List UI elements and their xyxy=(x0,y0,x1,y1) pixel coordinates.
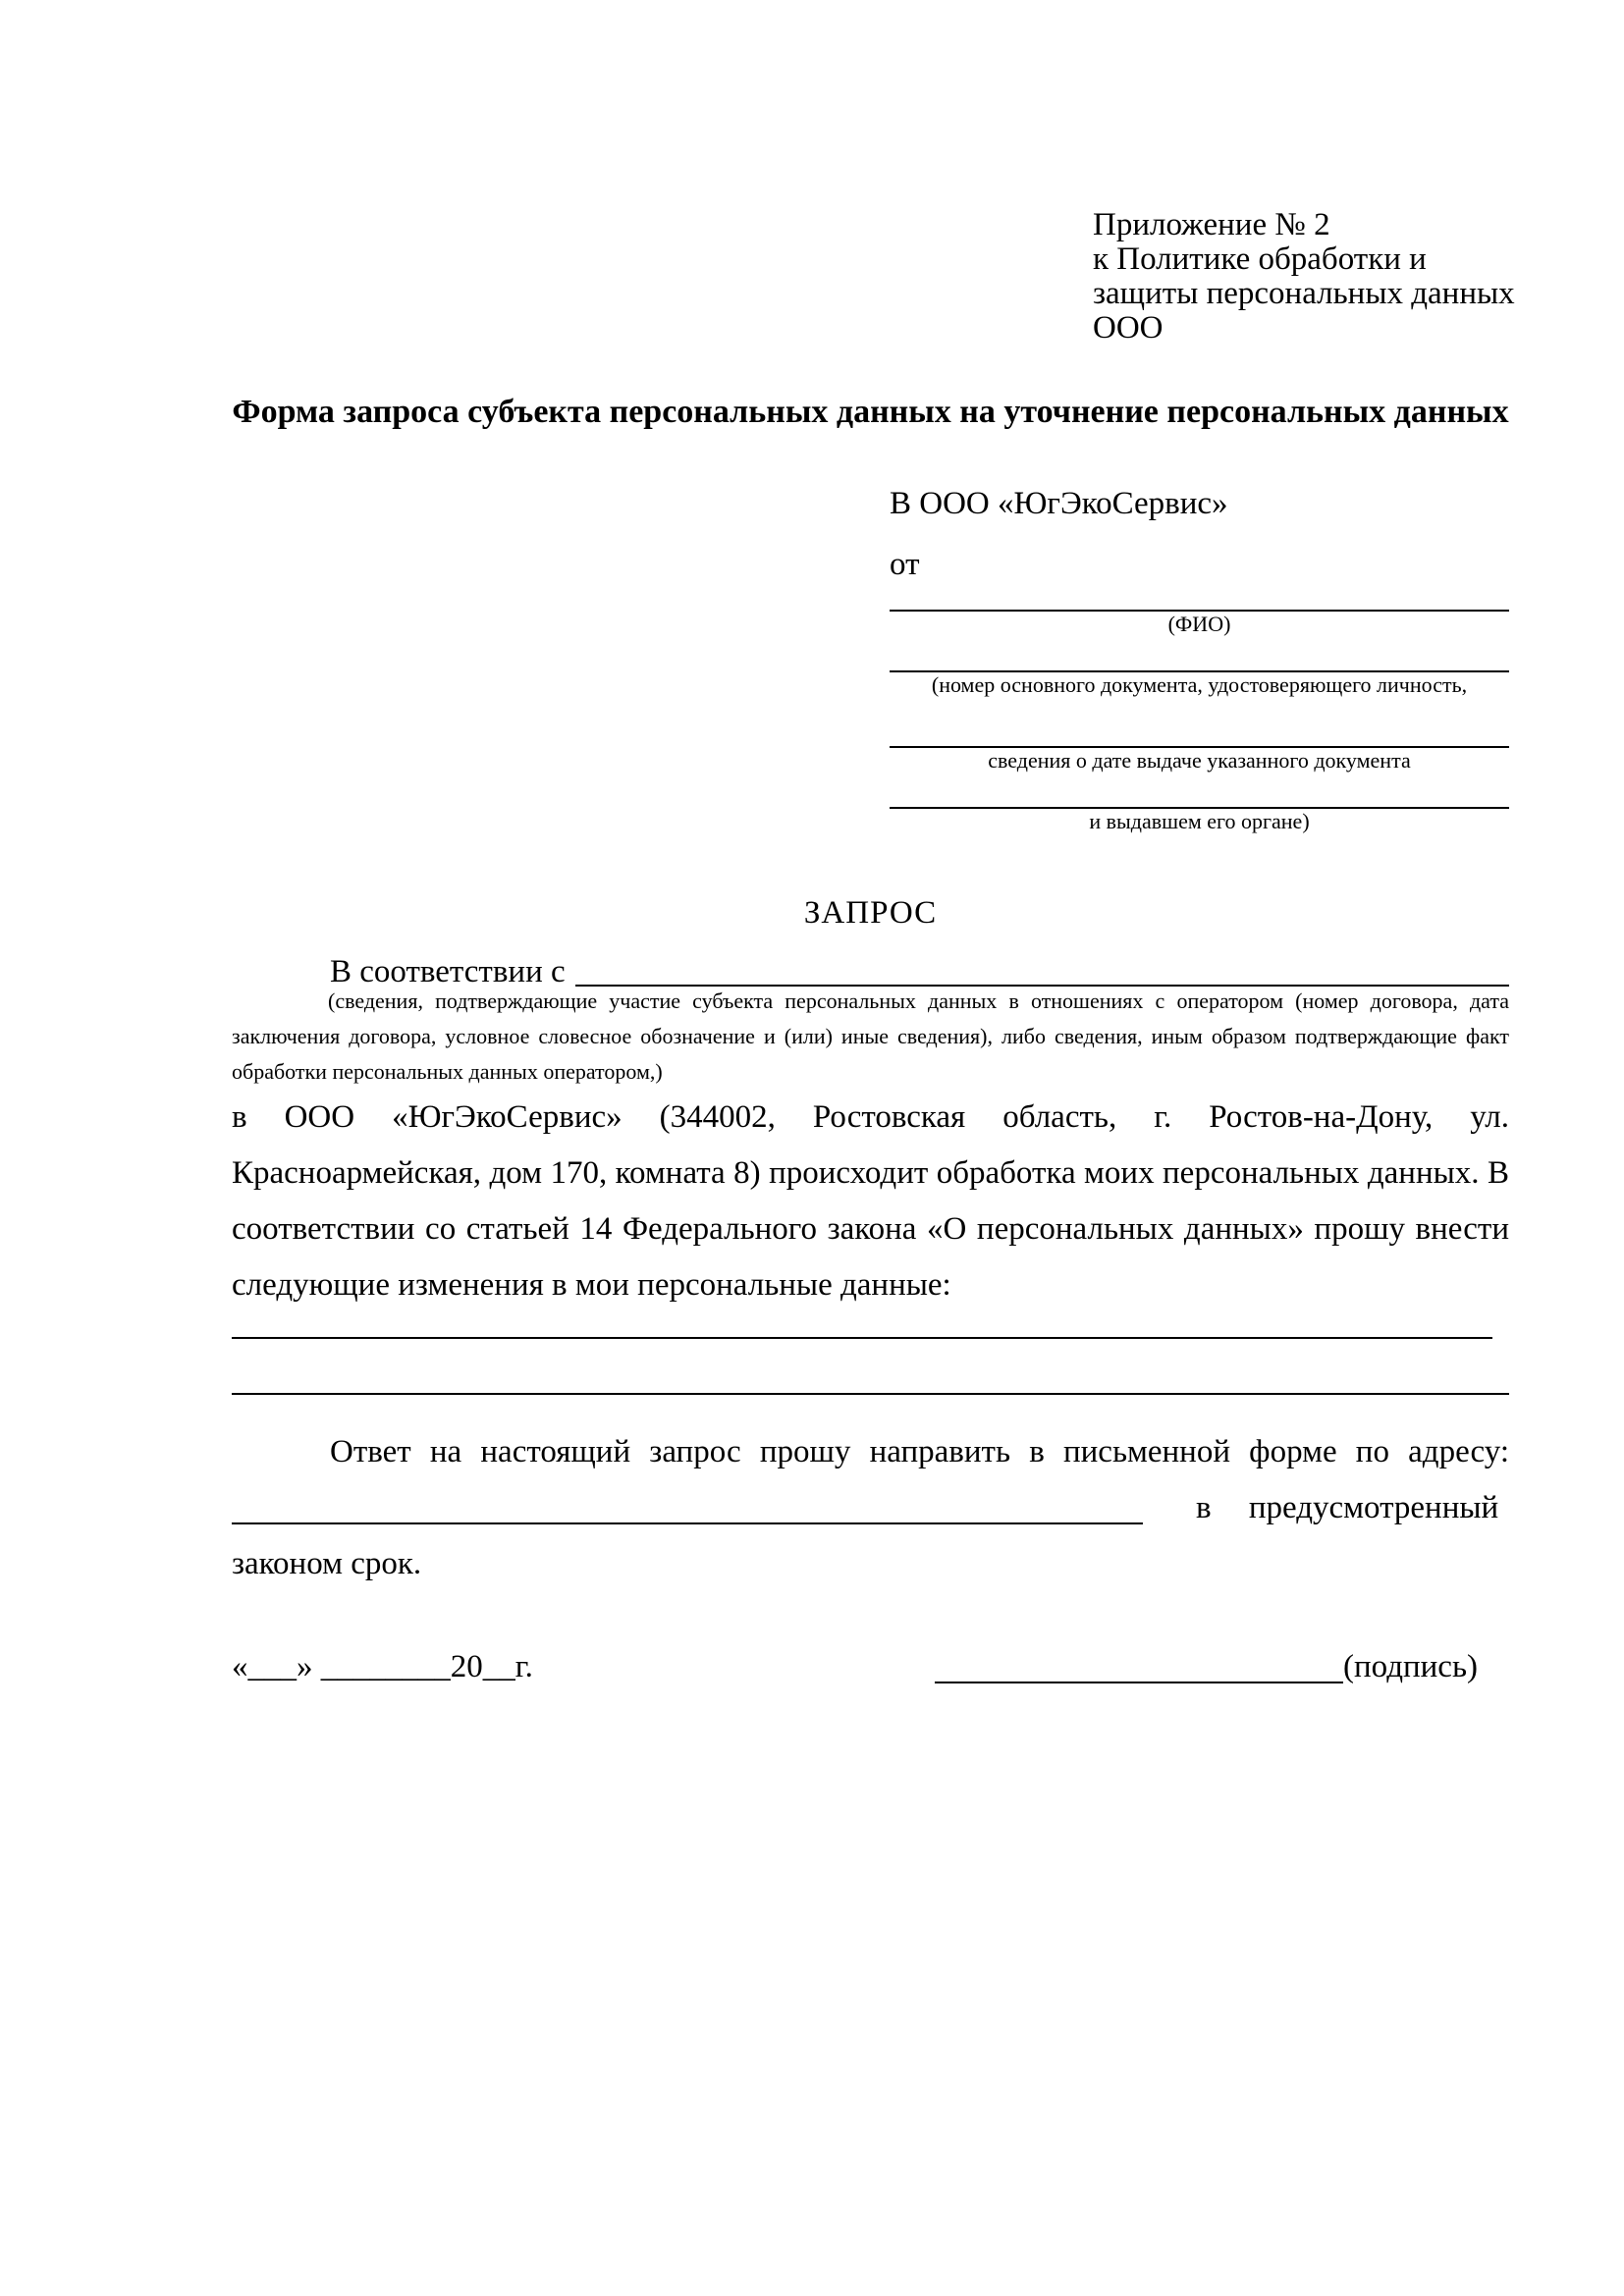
fio-field-underline xyxy=(890,584,1509,612)
answer-request-line: Ответ на настоящий запрос прошу направить в письменной форме по адресу: xyxy=(330,1434,1509,1469)
document-number-field-underline xyxy=(890,637,1509,672)
appendix-line-2: к Политике обработки и xyxy=(1093,241,1427,277)
date-line: «___» ________20__г. xyxy=(232,1649,533,1684)
footer-row xyxy=(232,1639,1509,1695)
accordance-prefix: В соответствии с xyxy=(330,954,566,989)
signature-caption: (подпись) xyxy=(1343,1649,1478,1684)
issuing-authority-field-underline xyxy=(890,774,1509,809)
appendix-header xyxy=(1093,207,1515,346)
accordance-caption: (сведения, подтверждающие участие субъекта персональных данных в отношениях с оператором (номер договора, дата заключения договора, условное словесное обозначение и (или) иные сведения), либо сведения, иным образом подтверждающие факт обработки персональных данных оператором,) xyxy=(232,988,1509,1084)
changes-blank-underline-2 xyxy=(232,1393,1509,1395)
document-title: Форма запроса субъекта персональных данных на уточнение персональных данных xyxy=(232,394,1509,430)
appendix-line-4: ООО xyxy=(1093,310,1164,346)
addressee-block xyxy=(890,484,1509,834)
addressee-to: В ООО «ЮгЭкоСервис» xyxy=(890,486,1228,521)
signature-block xyxy=(935,1639,1478,1695)
issue-date-field-caption: сведения о дате выдаче указанного документа xyxy=(988,748,1411,773)
answer-address-suffix: в предусмотренный xyxy=(1196,1490,1499,1525)
document-number-field-caption: (номер основного документа, удостоверяющего личность, xyxy=(931,672,1468,697)
fio-field-caption: (ФИО) xyxy=(1167,612,1231,636)
issue-date-field-underline xyxy=(890,698,1509,748)
addressee-from: от xyxy=(890,547,920,582)
answer-term-line: законом срок. xyxy=(232,1546,422,1581)
changes-blank-underline-1 xyxy=(232,1337,1492,1339)
main-paragraph: в ООО «ЮгЭкоСервис» (344002, Ростовская область, г. Ростов-на-Дону, ул. Красноармейская, дом 170, комната 8) происходит обработка моих персональных данных. В соответствии со статьей 14 Федерального закона «О персональных данных» прошу внести следующие изменения в мои персональные данные: xyxy=(232,1099,1509,1303)
address-underline xyxy=(232,1522,1143,1524)
appendix-line-3: защиты персональных данных xyxy=(1093,276,1515,311)
accordance-underline xyxy=(575,952,1509,987)
issuing-authority-field-caption: и выдавшем его органе) xyxy=(1089,809,1310,833)
request-heading: ЗАПРОС xyxy=(803,895,938,931)
answer-address-row xyxy=(232,1480,1509,1536)
signature-underline xyxy=(935,1682,1343,1683)
appendix-line-1: Приложение № 2 xyxy=(1093,207,1330,242)
